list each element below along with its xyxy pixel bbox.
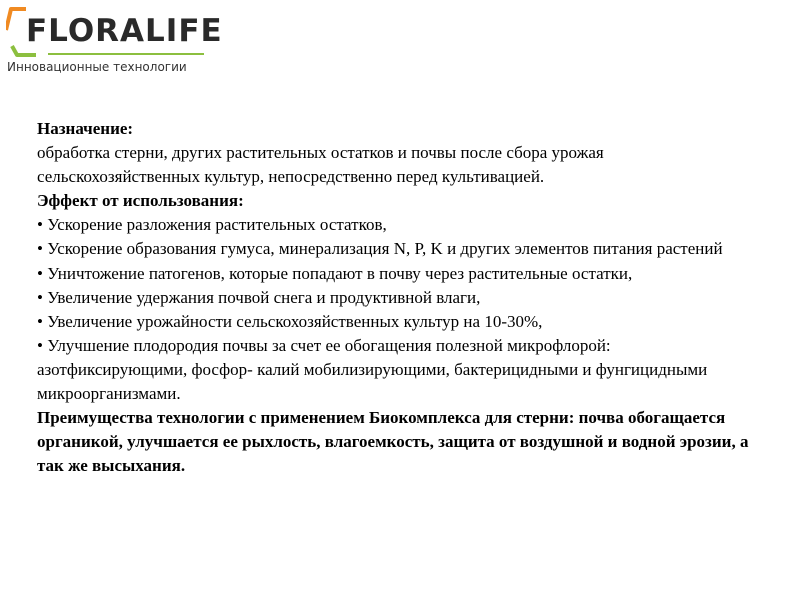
effect-item: • Увеличение урожайности сельскохозяйственных культур на 10-30%, bbox=[37, 311, 543, 331]
effect-item: • Увеличение удержания почвой снега и продуктивной влаги, bbox=[37, 287, 481, 307]
floralife-logo bbox=[6, 6, 223, 74]
effect-item: • Ускорение образования гумуса, минерализация N, P, K и других элементов питания растений bbox=[37, 239, 723, 259]
effect-item: • Ускорение разложения растительных остатков, bbox=[37, 215, 387, 235]
effect-heading: Эффект от использования: bbox=[37, 191, 244, 211]
purpose-text: обработка стерни, других растительных остатков и почвы после сбора урожая сельскохозяйственных культур, непосредственно перед культивацией. bbox=[37, 143, 604, 187]
purpose-heading: Назначение: bbox=[37, 119, 134, 138]
document-body bbox=[37, 117, 757, 478]
brand-tagline: Инновационные технологии bbox=[7, 60, 187, 74]
brand-name: FLORALIFE bbox=[26, 13, 223, 49]
logo-underline bbox=[48, 53, 204, 55]
effect-item: • Уничтожение патогенов, которые попадают в почву через растительные остатки, bbox=[37, 263, 633, 283]
effect-item: • Улучшение плодородия почвы за счет ее обогащения полезной микрофлорой: азотфиксирующими, фосфор- калий мобилизирующими, бактерицидными и фунгицидными микроорганизмами. bbox=[37, 335, 708, 404]
advantages-text: Преимущества технологии с применением Биокомплекса для стерни: почва обогащается органикой, улучшается ее рыхлость, влагоемкость, защита от воздушной и водной эрозии, а так же высыхания. bbox=[37, 408, 749, 476]
